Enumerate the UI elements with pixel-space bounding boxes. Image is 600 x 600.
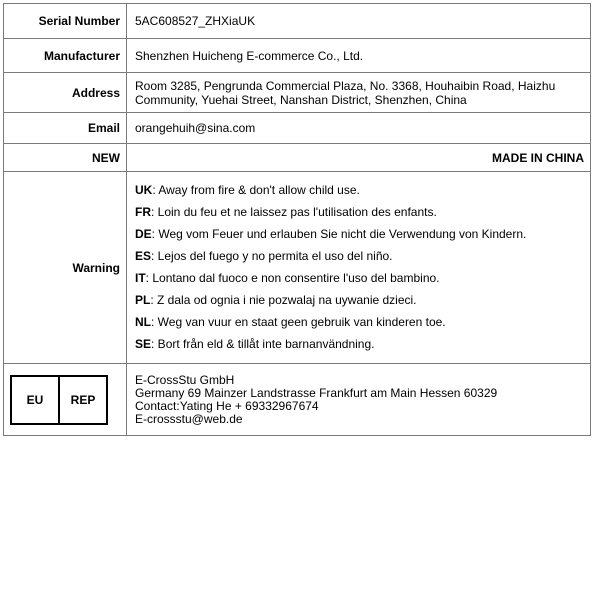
eu-rep-symbol xyxy=(10,375,108,425)
manufacturer-row xyxy=(4,39,591,73)
email-row xyxy=(4,113,591,144)
eu-rep-symbol-eu: EU xyxy=(26,392,44,407)
warning-text: : Lejos del fuego y no permita el uso del niño. xyxy=(151,249,393,263)
address-line: Community, Yuehai Street, Nanshan District, Shenzhen, China xyxy=(135,92,467,107)
eu-rep-contact-line: E-CrossStu GmbH xyxy=(135,372,235,387)
language-code: DE xyxy=(135,227,152,241)
warning-text: : Weg vom Feuer und erlauben Sie nicht die Verwendung von Kindern. xyxy=(151,227,527,241)
warning-item xyxy=(135,227,584,241)
warning-list xyxy=(127,172,591,364)
serial-number-value: 5AC608527_ZHXiaUK xyxy=(127,4,591,39)
warning-item xyxy=(135,249,584,263)
warning-text: : Z dala od ognia i nie pozwalaj na uywanie dzieci. xyxy=(150,293,417,307)
language-code: SE xyxy=(135,337,152,351)
origin-value: MADE IN CHINA xyxy=(127,144,591,172)
serial-number-row xyxy=(4,4,591,39)
language-code: FR xyxy=(135,205,151,219)
address-line: Room 3285, Pengrunda Commercial Plaza, No. 3368, Houhaibin Road, Haizhu xyxy=(135,78,556,93)
warning-row xyxy=(4,172,591,364)
warning-text: : Bort från eld & tillåt inte barnanvändning. xyxy=(151,337,375,351)
address-label: Address xyxy=(4,73,127,113)
warning-item xyxy=(135,293,584,307)
warning-label: Warning xyxy=(4,172,127,364)
address-row xyxy=(4,73,591,113)
language-code: UK xyxy=(135,183,153,197)
warning-text: : Lontano dal fuoco e non consentire l'uso del bambino. xyxy=(145,271,440,285)
language-code: ES xyxy=(135,249,152,263)
email-value: orangehuih@sina.com xyxy=(127,113,591,144)
eu-rep-symbol-rep: REP xyxy=(58,377,106,423)
warning-item xyxy=(135,183,584,197)
condition-label: NEW xyxy=(4,144,127,172)
condition-row xyxy=(4,144,591,172)
language-code: PL xyxy=(135,293,151,307)
manufacturer-label: Manufacturer xyxy=(4,39,127,73)
eu-rep-contact-line: E-crossstu@web.de xyxy=(135,411,243,426)
warning-text: : Weg van vuur en staat geen gebruik van kinderen toe. xyxy=(151,315,446,329)
email-label: Email xyxy=(4,113,127,144)
warning-item xyxy=(135,205,584,219)
address-value xyxy=(127,73,591,113)
warning-text: : Loin du feu et ne laissez pas l'utilisation des enfants. xyxy=(151,205,437,219)
eu-rep-symbol-cell xyxy=(4,364,127,436)
warning-item xyxy=(135,315,584,329)
language-code: NL xyxy=(135,315,151,329)
language-code: IT xyxy=(135,271,146,285)
eu-rep-row xyxy=(4,364,591,436)
eu-rep-contact-line: Germany 69 Mainzer Landstrasse Frankfurt am Main Hessen 60329 xyxy=(135,385,498,400)
serial-number-label: Serial Number xyxy=(4,4,127,39)
product-label-table xyxy=(3,3,591,436)
eu-rep-contact-line: Contact:Yating He + 69332967674 xyxy=(135,398,319,413)
warning-item xyxy=(135,271,584,285)
eu-rep-contact xyxy=(127,364,591,436)
manufacturer-value: Shenzhen Huicheng E-commerce Co., Ltd. xyxy=(127,39,591,73)
warning-text: : Away from fire & don't allow child use. xyxy=(152,183,360,197)
warning-item xyxy=(135,337,584,351)
